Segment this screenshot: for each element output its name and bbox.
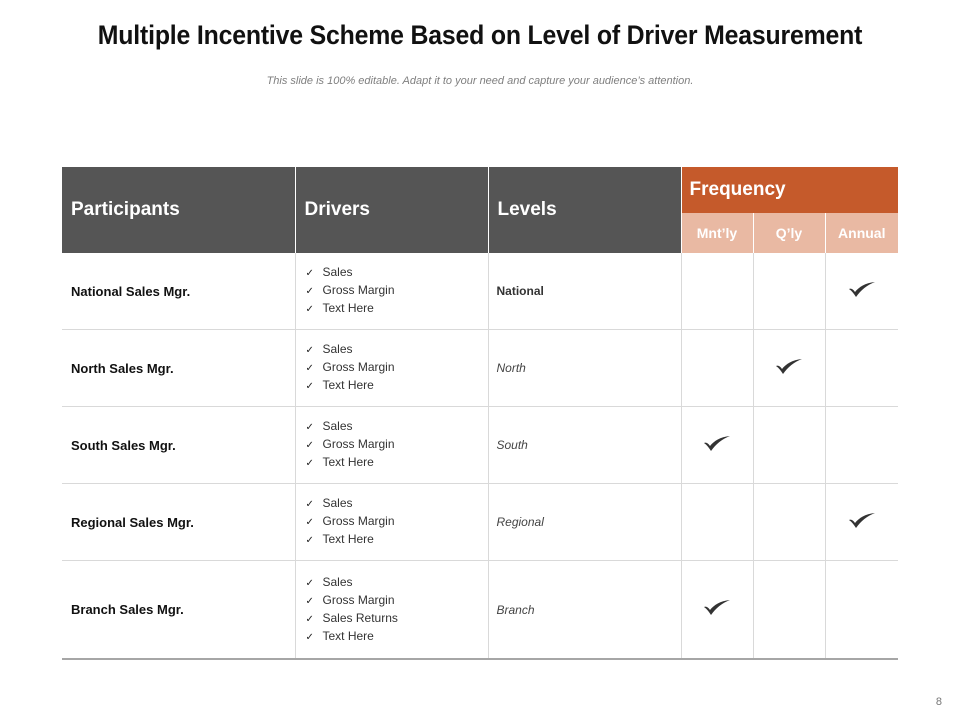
participant-cell: Regional Sales Mgr. xyxy=(62,484,295,561)
driver-item xyxy=(306,377,488,395)
header-participants: Participants xyxy=(62,167,295,253)
driver-item xyxy=(306,264,488,282)
driver-item xyxy=(306,300,488,318)
checkmark-icon xyxy=(702,598,732,621)
drivers-cell xyxy=(295,561,488,660)
checkmark-icon xyxy=(702,434,732,457)
level-cell: Branch xyxy=(488,561,681,660)
checkmark-icon xyxy=(847,280,877,303)
frequency-cell xyxy=(681,253,753,330)
small-check-icon: ✓ xyxy=(305,345,314,356)
driver-label: Text Here xyxy=(322,628,374,643)
level-cell: Regional xyxy=(488,484,681,561)
small-check-icon: ✓ xyxy=(305,631,314,643)
driver-label: Gross Margin xyxy=(322,514,395,528)
table-row xyxy=(62,407,898,484)
frequency-cell xyxy=(753,330,825,407)
small-check-icon: ✓ xyxy=(305,440,314,451)
header-annual: Annual xyxy=(825,213,898,253)
driver-label: Text Here xyxy=(322,301,374,315)
frequency-cell xyxy=(825,253,898,330)
driver-label: Sales xyxy=(322,419,353,433)
small-check-icon: ✓ xyxy=(305,595,314,607)
driver-item xyxy=(306,610,488,628)
small-check-icon: ✓ xyxy=(305,381,314,392)
header-levels: Levels xyxy=(488,167,681,253)
drivers-list xyxy=(296,495,488,549)
driver-label: Text Here xyxy=(322,532,374,546)
drivers-cell xyxy=(295,484,488,561)
drivers-cell xyxy=(295,253,488,330)
level-cell: North xyxy=(488,330,681,407)
frequency-cell xyxy=(825,561,898,660)
header-drivers: Drivers xyxy=(295,167,488,253)
driver-label: Text Here xyxy=(322,455,374,469)
driver-item xyxy=(306,418,488,436)
checkmark-icon xyxy=(774,357,804,380)
small-check-icon: ✓ xyxy=(305,577,314,589)
table-row xyxy=(62,330,898,407)
driver-item xyxy=(306,359,488,377)
driver-label: Sales xyxy=(322,265,353,279)
frequency-cell xyxy=(681,407,753,484)
driver-item xyxy=(306,341,488,359)
driver-label: Sales xyxy=(322,342,353,356)
level-cell: South xyxy=(488,407,681,484)
drivers-list xyxy=(296,574,488,646)
driver-item xyxy=(306,282,488,300)
table-row xyxy=(62,253,898,330)
drivers-cell xyxy=(295,407,488,484)
driver-label: Sales Returns xyxy=(322,610,398,625)
frequency-cell xyxy=(681,561,753,660)
driver-item xyxy=(306,531,488,549)
small-check-icon: ✓ xyxy=(305,458,314,469)
participant-cell: Branch Sales Mgr. xyxy=(62,561,295,660)
participant-cell: North Sales Mgr. xyxy=(62,330,295,407)
small-check-icon: ✓ xyxy=(305,422,314,433)
small-check-icon: ✓ xyxy=(305,363,314,374)
table-row xyxy=(62,484,898,561)
driver-item xyxy=(306,592,488,610)
incentive-table xyxy=(62,167,898,660)
level-cell: National xyxy=(488,253,681,330)
driver-label: Gross Margin xyxy=(322,360,395,374)
driver-item xyxy=(306,454,488,472)
driver-label: Gross Margin xyxy=(322,283,395,297)
small-check-icon: ✓ xyxy=(305,499,314,510)
drivers-list xyxy=(296,264,488,318)
small-check-icon: ✓ xyxy=(305,613,314,625)
frequency-cell xyxy=(753,253,825,330)
driver-item xyxy=(306,436,488,454)
small-check-icon: ✓ xyxy=(305,304,314,315)
checkmark-icon xyxy=(847,511,877,534)
driver-label: Sales xyxy=(322,496,353,510)
frequency-cell xyxy=(753,484,825,561)
frequency-cell xyxy=(825,484,898,561)
header-quarterly: Q’ly xyxy=(753,213,825,253)
small-check-icon: ✓ xyxy=(305,535,314,546)
header-monthly: Mnt’ly xyxy=(681,213,753,253)
driver-label: Gross Margin xyxy=(322,592,395,607)
table-row xyxy=(62,561,898,660)
participant-cell: National Sales Mgr. xyxy=(62,253,295,330)
page-number: 8 xyxy=(935,696,942,708)
small-check-icon: ✓ xyxy=(305,517,314,528)
slide-title: Multiple Incentive Scheme Based on Level of Driver Measurement xyxy=(97,20,863,50)
frequency-cell xyxy=(825,407,898,484)
driver-item xyxy=(306,628,488,646)
driver-item xyxy=(306,513,488,531)
driver-label: Sales xyxy=(322,574,353,589)
small-check-icon: ✓ xyxy=(305,286,314,297)
frequency-cell xyxy=(681,330,753,407)
slide-subtitle: This slide is 100% editable. Adapt it to your need and capture your audience’s attention. xyxy=(266,75,694,87)
frequency-cell xyxy=(825,330,898,407)
driver-item xyxy=(306,574,488,592)
drivers-list xyxy=(296,418,488,472)
driver-label: Gross Margin xyxy=(322,437,395,451)
header-frequency: Frequency xyxy=(681,167,898,213)
drivers-cell xyxy=(295,330,488,407)
driver-label: Text Here xyxy=(322,378,374,392)
frequency-cell xyxy=(753,407,825,484)
frequency-cell xyxy=(681,484,753,561)
drivers-list xyxy=(296,341,488,395)
driver-item xyxy=(306,495,488,513)
frequency-cell xyxy=(753,561,825,660)
participant-cell: South Sales Mgr. xyxy=(62,407,295,484)
small-check-icon: ✓ xyxy=(305,268,314,279)
